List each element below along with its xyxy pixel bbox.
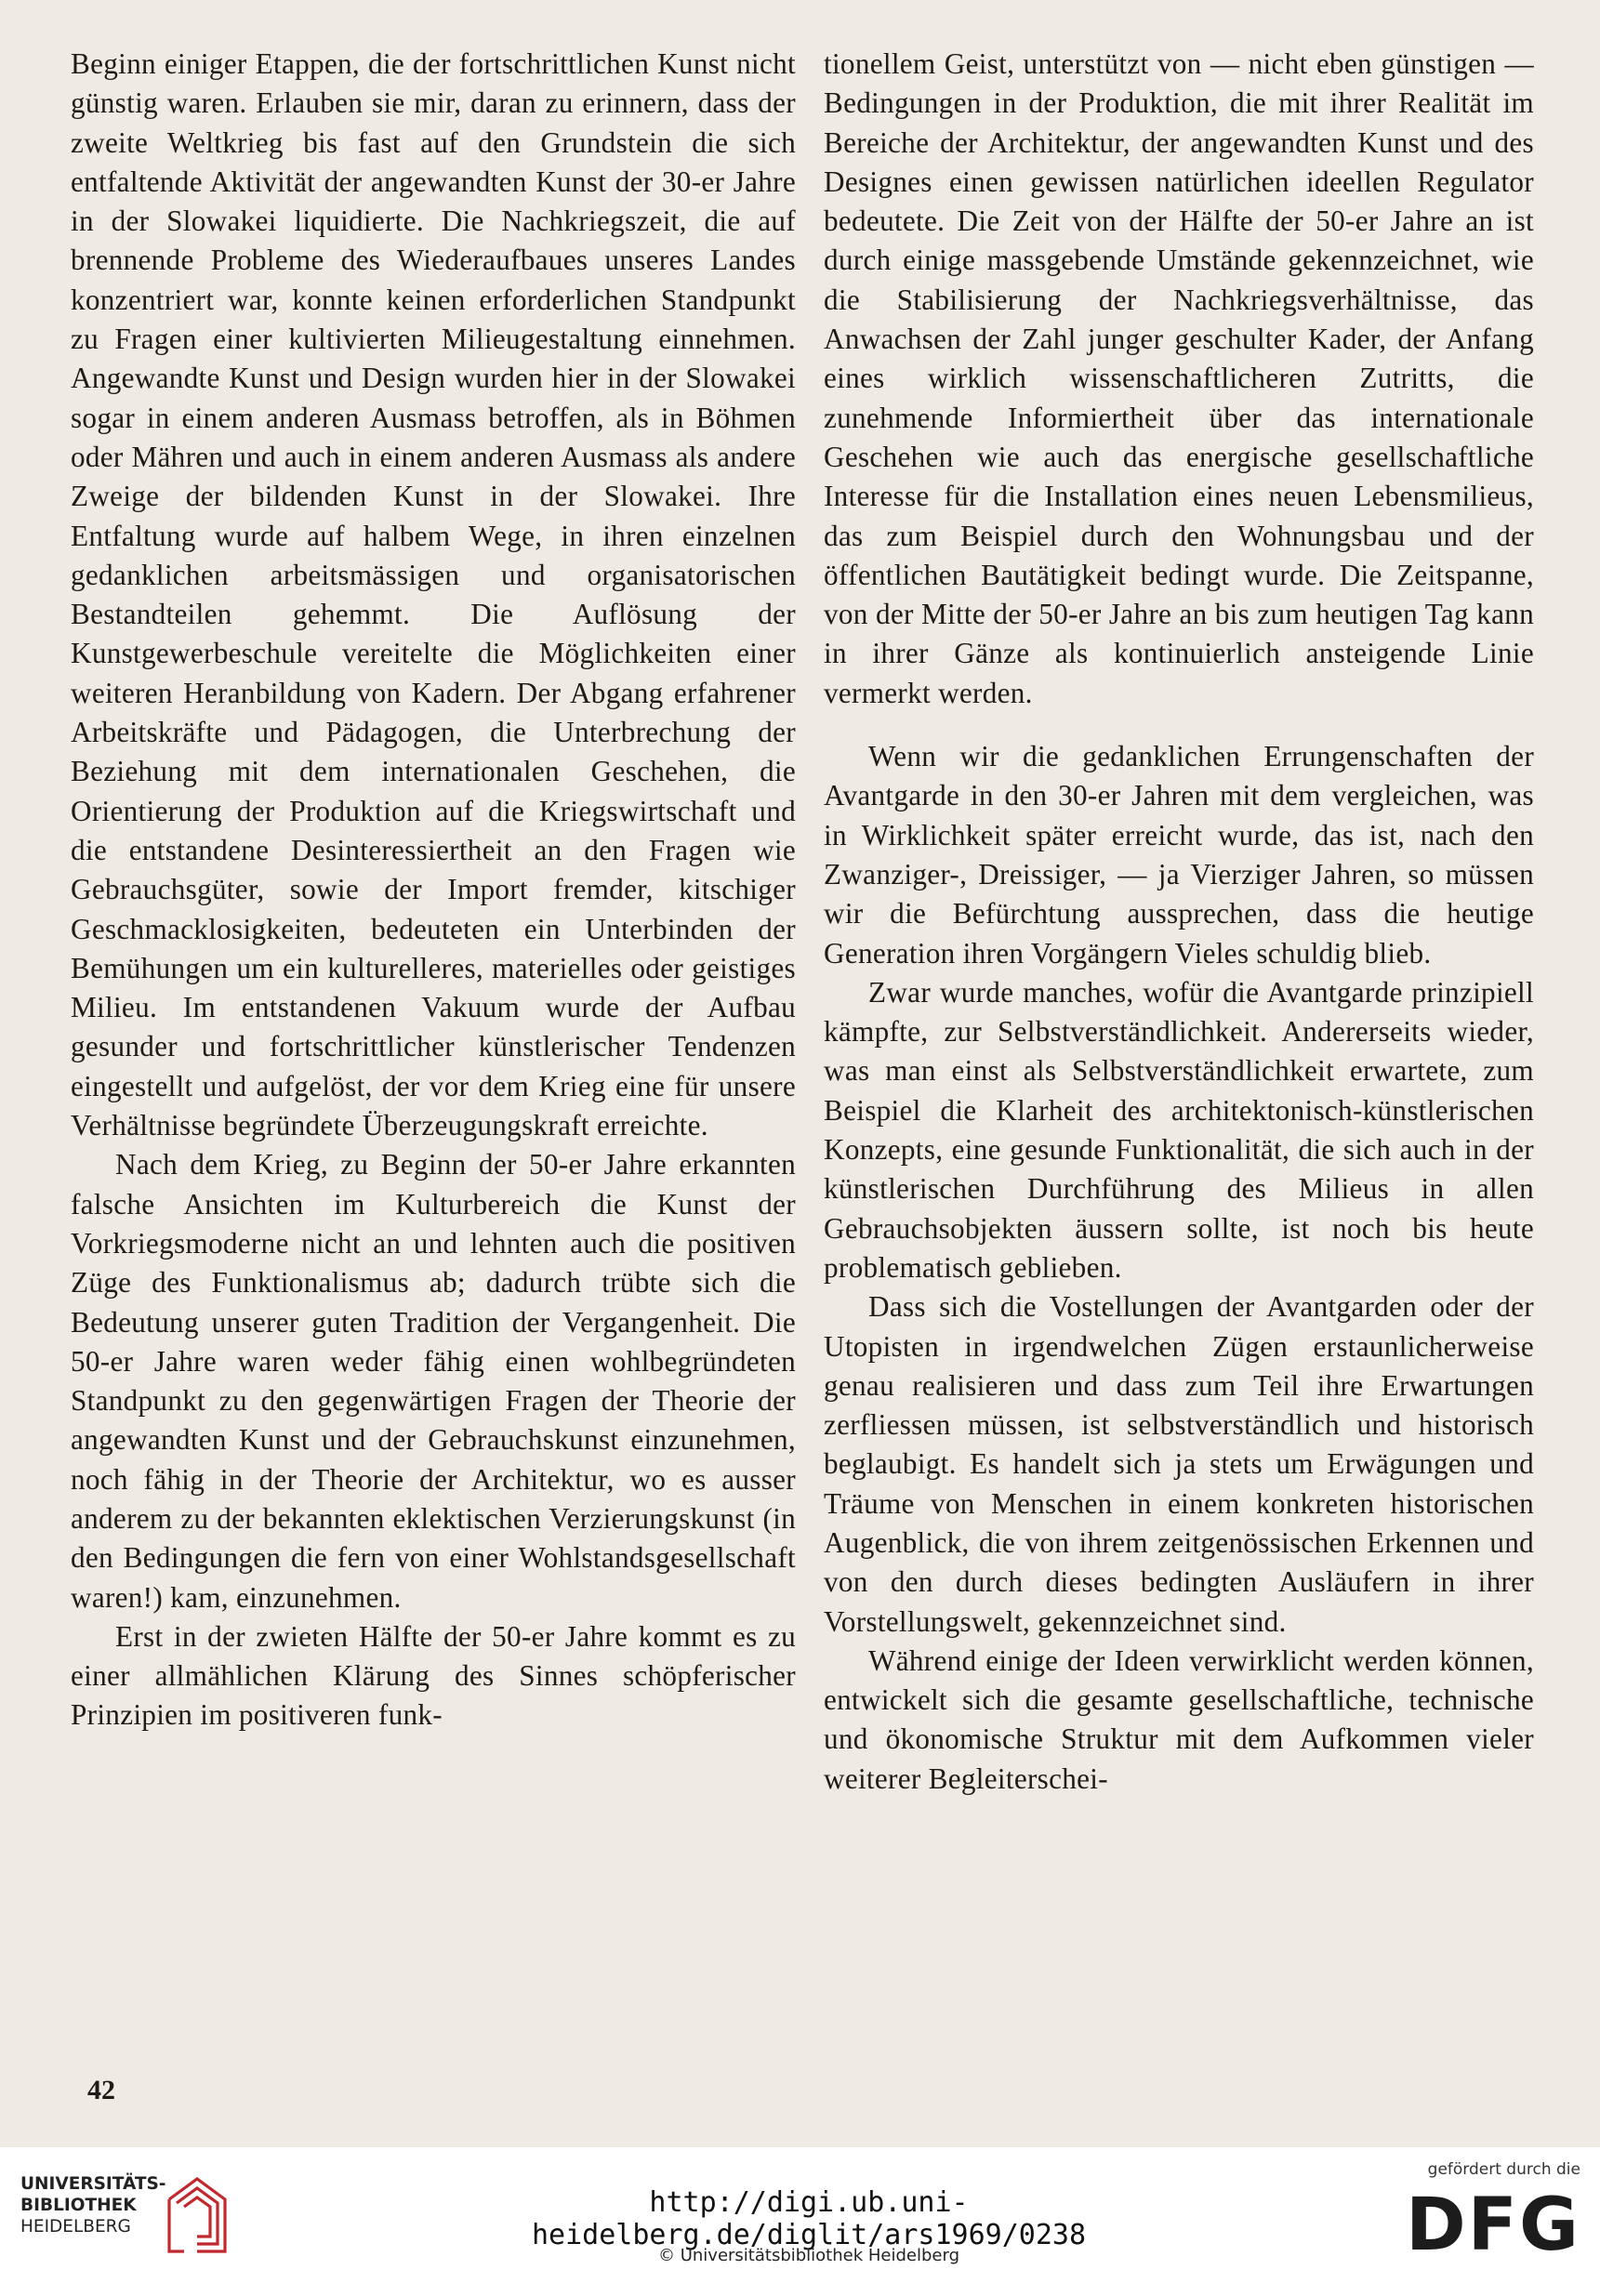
- permalink-url[interactable]: http://digi.ub.uni-heidelberg.de/diglit/ars1969/0238: [531, 2186, 1087, 2251]
- ub-heidelberg-logo-icon: [160, 2173, 249, 2257]
- funding-caption: gefördert durch die: [1427, 2160, 1580, 2179]
- paragraph: Dass sich die Vostellungen der Avantgarden oder der Utopisten in irgendwelchen Zügen erstaunlicherweise genau realisieren und dass zum Teil ihre Erwartungen zerfliessen müssen, ist selbstverständlich und historisch beglaubigt. Es handelt sich ja stets um Erwägungen und Träume von Menschen in einem konkreten historischen Augenblick, die von ihrem zeitgenössischen Erkennen und von den durch dieses bedingten Ausläufern in ihrer Vorstellungswelt, gekennzeichnet sind.: [824, 1290, 1534, 1638]
- library-logo[interactable]: [20, 2173, 299, 2266]
- library-name-line: BIBLIOTHEK: [20, 2196, 137, 2215]
- paragraph: Zwar wurde manches, wofür die Avantgarde prinzipiell kämpfte, zur Selbstverständlichkeit. Andererseits wieder, was man einst als Selbstverständlichkeit erwartete, zum Beispiel die Klarheit des architektonisch-künstlerischen Konzepts, eine gesunde Funktionalität, die sich auch in der künstlerischen Durchführung des Milieus in allen Gebrauchsobjekten äussern sollte, ist noch bis heute problematisch geblieben.: [824, 975, 1534, 1284]
- paragraph: Beginn einiger Etappen, die der fortschrittlichen Kunst nicht günstig waren. Erlauben sie mir, daran zu erinnern, dass der zweite Weltkrieg bis fast auf den Grundstein die sich entfaltende Aktivität der angewandten Kunst der 30-er Jahre in der Slowakei liquidierte. Die Nachkriegszeit, die auf brennende Probleme des Wiederaufbaues unseres Landes konzentriert war, konnte keinen erforderlichen Standpunkt zu Fragen einer kultivierten Milieugestaltung einnehmen. Angewandte Kunst und Design wurden hier in der Slowakei sogar in einem anderen Ausmass betroffen, als in Böhmen oder Mähren und auch in einem anderen Ausmass als andere Zweige der bildenden Kunst in der Slowakei. Ihre Entfaltung wurde auf halbem Wege, in ihren einzelnen gedanklichen arbeitsmässigen und organisatorischen Bestandteilen gehemmt. Die Auflösung der Kunstgewerbeschule vereitelte die Möglichkeiten einer weiteren Heranbildung von Kadern. Der Abgang erfahrener Arbeitskräfte und Pädagogen, die Unterbrechung der Beziehung mit dem internationalen Geschehen, die Orientierung der Produktion auf die Kriegswirtschaft und die entstandene Desinteressiertheit an den Fragen wie Gebrauchsgüter, sowie der Import fremder, kitschiger Geschmacklosigkeiten, bedeuteten ein Unterbinden der Bemühungen um ein kulturelleres, materielles oder geistiges Milieu. Im entstandenen Vakuum wurde der Aufbau gesunder und fortschrittlicher künstlerischer Tendenzen eingestellt und aufgelöst, der vor dem Krieg eine für unsere Verhältnisse begründete Überzeugungskraft erreichte.: [71, 47, 796, 1142]
- paragraph: Wenn wir die gedanklichen Errungenschaften der Avantgarde in den 30-er Jahren mit dem vergleichen, was in Wirklichkeit später erreicht wurde, das ist, nach den Zwanziger-, Dreissiger, — ja Vierziger Jahren, so müssen wir die Befürchtung aussprechen, dass die heutige Generation ihren Vorgängern Vieles schuldig blieb.: [824, 740, 1534, 970]
- left-column: [71, 45, 796, 1735]
- library-name: [20, 2173, 179, 2237]
- paragraph: Nach dem Krieg, zu Beginn der 50-er Jahre erkannten falsche Ansichten im Kulturbereich die Kunst der Vorkriegsmoderne nicht an und lehnten auch die positiven Züge des Funktionalismus ab; dadurch trübte sich die Bedeutung unserer guten Tradition der Vergangenheit. Die 50-er Jahre waren weder fähig einen wohlbegründeten Standpunkt zu den gegenwärtigen Fragen der Theorie der angewandten Kunst und der Gebrauchskunst einzunehmen, noch fähig in der Theorie der Architektur, wo es ausser anderem zu der bekannten eklektischen Verzierungskunst (in den Bedingungen die fern von einer Wohlstandsgesellschaft waren!) kam, einzunehmen.: [71, 1148, 796, 1614]
- right-column: [824, 45, 1534, 1799]
- footer-bar: [0, 2147, 1600, 2296]
- library-name-line: HEIDELBERG: [20, 2217, 131, 2237]
- copyright-notice: © Universitätsbibliothek Heidelberg: [657, 2246, 959, 2265]
- library-name-line: UNIVERSITÄTS-: [20, 2174, 166, 2194]
- dfg-logo: DFG: [1405, 2184, 1580, 2267]
- page-number: 42: [87, 2075, 115, 2105]
- paragraph: Während einige der Ideen verwirklicht werden können, entwickelt sich die gesamte gesellschaftliche, technische und ökonomische Struktur mit dem Aufkommen vieler weiterer Begleiterschei-: [824, 1643, 1534, 1795]
- dfg-funding: [1405, 2160, 1580, 2281]
- paragraph: tionellem Geist, unterstützt von — nicht eben günstigen — Bedingungen in der Produktion, die mit ihrer Realität im Bereiche der Architektur, der angewandten Kunst und des Designes einen gewissen natürlichen ideellen Regulator bedeutete. Die Zeit von der Hälfte der 50-er Jahre an ist durch einige massgebende Umstände gekennzeichnet, wie die Stabilisierung der Nachkriegsverhältnisse, das Anwachsen der Zahl junger geschulter Kader, der Anfang eines wirklich wissenschaftlicheren Zutritts, die zunehmende Informiertheit über das internationale Geschehen wie auch das energische gesellschaftliche Interesse für die Installation eines neuen Lebensmilieus, das zum Beispiel durch den Wohnungsbau und der öffentlichen Bautätigkeit bedingt wurde. Die Zeitspanne, von der Mitte der 50-er Jahre an bis zum heutigen Tag kann in ihrer Gänze als kontinuierlich ansteigende Linie vermerkt werden.: [824, 47, 1534, 709]
- paragraph: Erst in der zwieten Hälfte der 50-er Jahre kommt es zu einer allmählichen Klärung des Sinnes schöpferischer Prinzipien im positiveren funk-: [71, 1619, 796, 1732]
